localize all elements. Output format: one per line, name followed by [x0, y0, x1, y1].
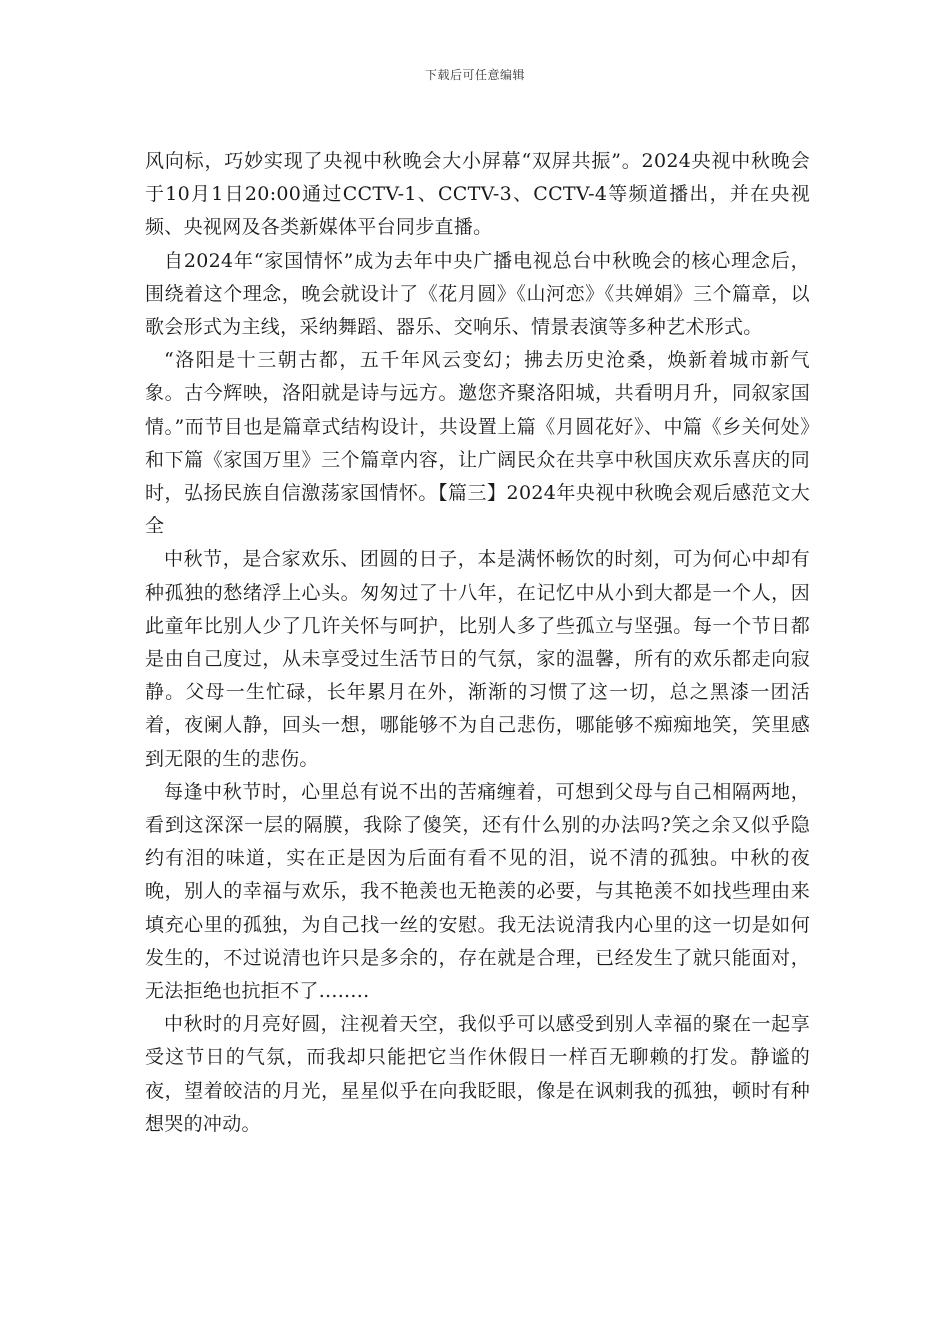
paragraph: 自2024年“家国情怀”成为去年中央广播电视总台中秋晚会的核心理念后，围绕着这个理念，晚会就设计了《花月圆》《山河恋》《共婵娟》三个篇章，以歌会形式为主线，采纳舞蹈、器乐、交响乐、情景表演等多种艺术形式。: [145, 249, 810, 339]
document-body: [145, 145, 810, 1141]
paragraph: 中秋节，是合家欢乐、团圆的日子，本是满怀畅饮的时刻，可为何心中却有种孤独的愁绪浮上心头。匆匆过了十八年，在记忆中从小到大都是一个人，因此童年比别人少了几许关怀与呵护，比别人多了些孤立与坚强。每一个节日都是由自己度过，从未享受过生活节日的气氛，家的温馨，所有的欢乐都走向寂静。父母一生忙碌，长年累月在外，渐渐的习惯了这一切，总之黑漆一团活着，夜阑人静，回头一想，哪能够不为自己悲伤，哪能够不痴痴地笑，笑里感到无限的生的悲伤。: [145, 548, 810, 770]
paragraph: 中秋时的月亮好圆，注视着天空，我似乎可以感受到别人幸福的聚在一起享受这节日的气氛，而我却只能把它当作休假日一样百无聊赖的打发。静谧的夜，望着皎洁的月光，星星似乎在向我眨眼，像是在讽刺我的孤独，顿时有种想哭的冲动。: [145, 1013, 810, 1135]
page-header: 下载后可任意编辑: [424, 68, 525, 82]
paragraph: 风向标，巧妙实现了央视中秋晚会大小屏幕“双屏共振”。2024央视中秋晚会于10月1日20:00通过CCTV-1、CCTV-3、CCTV-4等频道播出，并在央视频、央视网及各类新媒体平台同步直播。: [145, 150, 810, 239]
paragraph: 每逢中秋节时，心里总有说不出的苦痛缠着，可想到父母与自己相隔两地，看到这深深一层的隔膜，我除了傻笑，还有什么别的办法吗?笑之余又似乎隐约有泪的味道，实在正是因为后面有看不见的泪，说不清的孤独。中秋的夜晚，别人的幸福与欢乐，我不艳羡也无艳羡的必要，与其艳羡不如找些理由来填充心里的孤独，为自己找一丝的安慰。我无法说清我内心里的这一切是如何发生的，不过说清也许只是多余的，存在就是合理，已经发生了就只能面对，无法拒绝也抗拒不了........: [145, 780, 810, 1003]
paragraph: “洛阳是十三朝古都，五千年风云变幻；拂去历史沧桑，焕新着城市新气象。古今辉映，洛阳就是诗与远方。邀您齐聚洛阳城，共看明月升，同叙家国情。”而节目也是篇章式结构设计，共设置上篇《月圆花好》、中篇《乡关何处》和下篇《家国万里》三个篇章内容，让广阔民众在共享中秋国庆欢乐喜庆的同时，弘扬民族自信激荡家国情怀。【篇三】2024年央视中秋晚会观后感范文大全: [145, 349, 810, 538]
